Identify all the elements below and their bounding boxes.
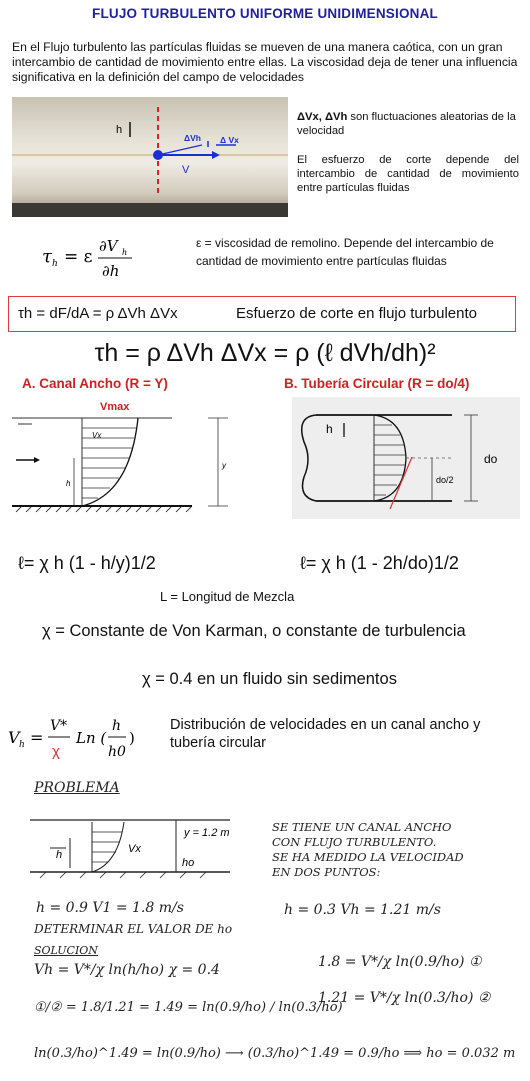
mixing-length-canal: ℓ= χ h (1 - h/y)1/2 bbox=[18, 553, 156, 573]
eddy-text: ε = viscosidad de remolino. Depende del intercambio de cantidad de movimiento entre partículas fluidas bbox=[196, 236, 494, 268]
solution-ratio: ①/② = 1.8/1.21 = 1.49 = ln(0.9/ho) / ln(0.3/ho) bbox=[34, 1000, 343, 1015]
diagram-canal bbox=[12, 398, 262, 523]
svg-text:Ln (: Ln ( bbox=[76, 729, 107, 747]
photo-v-label: V bbox=[182, 164, 190, 176]
svg-text:do: do bbox=[484, 452, 498, 466]
eddy-formula bbox=[42, 232, 162, 287]
svg-text:y: y bbox=[222, 461, 226, 470]
svg-text:= ε: = ε bbox=[64, 247, 93, 267]
boxed-formula: τh = dF/dA = ρ ΔVh ΔVx bbox=[18, 305, 178, 322]
svg-text:Vx: Vx bbox=[92, 431, 102, 440]
shear-text: El esfuerzo de corte depende del intercambio de cantidad de movimiento entre partículas fluidas bbox=[297, 154, 519, 194]
velocity-formula bbox=[8, 710, 158, 769]
svg-text:y = 1.2 m: y = 1.2 m bbox=[184, 827, 230, 839]
flow-photo bbox=[12, 97, 288, 217]
photo-dvx-label: Δ Vx bbox=[220, 135, 239, 145]
section-a-title: A. Canal Ancho (R = Y) bbox=[22, 376, 168, 391]
svg-text:V*: V* bbox=[50, 718, 68, 734]
mixing-length-label: L = Longitud de Mezcla bbox=[160, 589, 295, 604]
svg-text:h: h bbox=[112, 718, 122, 734]
velocity-text: Distribución de velocidades en un canal ancho y tubería circular bbox=[170, 717, 481, 751]
section-b-title: B. Tubería Circular (R = do/4) bbox=[284, 376, 470, 391]
fluctuation-text: ΔVx, ΔVh son fluctuaciones aleatorias de la velocidad bbox=[297, 111, 516, 137]
page-title: FLUJO TURBULENTO UNIFORME UNIDIMENSIONAL bbox=[92, 6, 438, 21]
svg-text:ho: ho bbox=[182, 857, 195, 869]
big-equation: τh = ρ ΔVh ΔVx = ρ (ℓ dVh/dh)² bbox=[94, 339, 436, 367]
svg-text:h: h bbox=[122, 248, 128, 257]
solution-eq1: 1.8 = V*/χ ln(0.9/ho) ① bbox=[318, 954, 482, 970]
problem-data-1: h = 0.9 V1 = 1.8 m/s bbox=[36, 900, 184, 916]
svg-text:h: h bbox=[52, 259, 58, 269]
svg-text:): ) bbox=[129, 729, 135, 747]
svg-text:V: V bbox=[8, 728, 20, 747]
karman-value: χ = 0.4 en un fluido sin sedimentos bbox=[142, 670, 397, 688]
solution-heading: SOLUCION bbox=[34, 944, 98, 957]
problem-determine: DETERMINAR EL VALOR DE ho bbox=[34, 922, 233, 936]
svg-text:∂h: ∂h bbox=[102, 262, 120, 280]
solution-vh: Vh = V*/χ ln(h/ho) χ = 0.4 bbox=[34, 962, 220, 978]
svg-text:∂V: ∂V bbox=[99, 237, 118, 255]
svg-text:h: h bbox=[19, 740, 25, 750]
svg-text:τ: τ bbox=[42, 246, 52, 267]
solution-final: ln(0.3/ho)^1.49 = ln(0.9/ho) ⟶ (0.3/ho)^1.49 = 0.9/ho ⟹ ho = 0.032 m bbox=[34, 1046, 516, 1061]
problem-statement: SE TIENE UN CANAL ANCHO CON FLUJO TURBULENTO. SE HA MEDIDO LA VELOCIDAD EN DOS PUNTOS: bbox=[272, 820, 464, 879]
svg-text:h0: h0 bbox=[108, 744, 126, 760]
problem-sketch bbox=[30, 808, 270, 893]
solution-eq2: 1.21 = V*/χ ln(0.3/ho) ② bbox=[318, 990, 491, 1006]
svg-text:Vx: Vx bbox=[128, 843, 141, 855]
photo-dvh-label: ΔVh bbox=[184, 133, 201, 143]
photo-h-label: h bbox=[116, 124, 123, 136]
svg-text:h: h bbox=[56, 849, 63, 861]
video-controls-bar bbox=[12, 203, 288, 217]
svg-text:=: = bbox=[30, 728, 44, 747]
boxed-text: Esfuerzo de corte en flujo turbulento bbox=[236, 305, 477, 322]
svg-text:χ: χ bbox=[52, 743, 60, 760]
problem-heading: PROBLEMA bbox=[34, 780, 120, 796]
svg-text:h: h bbox=[326, 422, 333, 436]
svg-text:h: h bbox=[66, 479, 71, 488]
problem-data-2: h = 0.3 Vh = 1.21 m/s bbox=[284, 902, 441, 918]
intro-paragraph: En el Flujo turbulento las partículas fluidas se mueven de una manera caótica, con un gran intercambio de cantidad de movimiento entre ellas. La viscosidad deja de tener una influencia significativa en la definición del campo de velocidades bbox=[12, 40, 518, 85]
karman-definition: χ = Constante de Von Karman, o constante de turbulencia bbox=[42, 622, 466, 640]
diagram-pipe bbox=[292, 397, 520, 519]
svg-text:do/2: do/2 bbox=[436, 475, 454, 485]
svg-text:Vmax: Vmax bbox=[100, 401, 130, 413]
mixing-length-pipe: ℓ= χ h (1 - 2h/do)1/2 bbox=[300, 553, 459, 573]
